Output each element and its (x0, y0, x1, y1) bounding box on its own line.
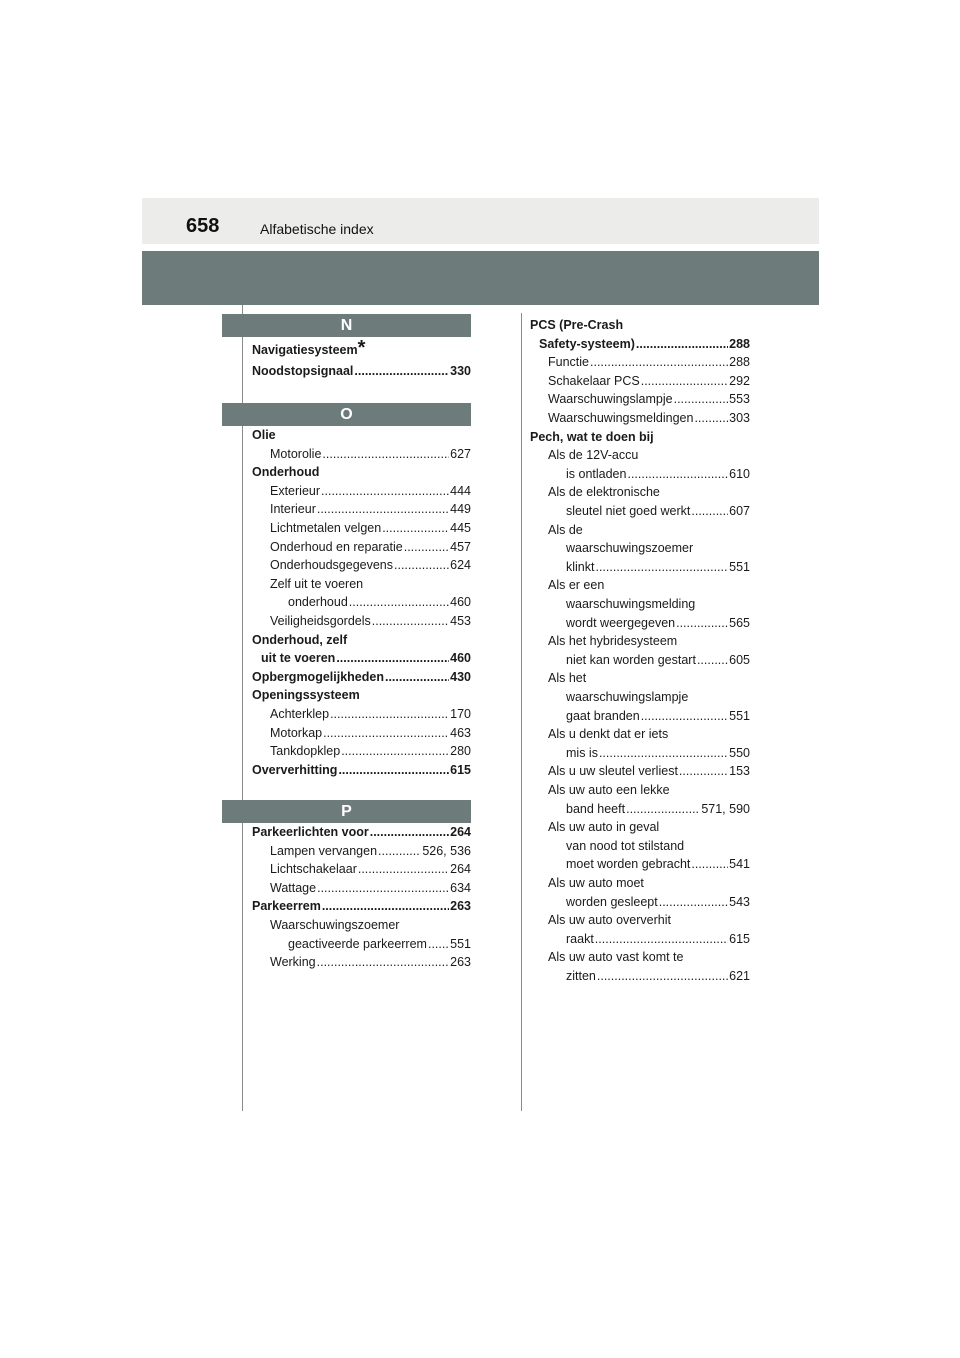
index-entry (252, 577, 471, 596)
entry-term: Functie (548, 355, 589, 370)
entry-term: Als u denkt dat er iets (548, 727, 669, 742)
section-header-p (222, 800, 471, 823)
entry-term: Zelf uit te voeren (270, 576, 364, 591)
index-entry (530, 448, 750, 467)
entry-term: waarschuwingsmelding (566, 597, 696, 611)
index-entry (530, 913, 750, 932)
entry-term: Als uw auto een lekke (548, 783, 670, 797)
entry-term: Motorolie (270, 446, 322, 461)
index-entry (252, 595, 471, 614)
index-entry (252, 899, 471, 918)
dot-leader (404, 540, 449, 554)
index-entry (252, 744, 471, 763)
dot-leader (370, 825, 449, 839)
entry-page-number: 526, 536 (422, 843, 471, 858)
index-entry (252, 428, 471, 447)
index-entry (252, 614, 471, 633)
index-entry (252, 447, 471, 466)
entry-term: waarschuwingszoemer (566, 541, 694, 556)
dot-leader (322, 899, 449, 913)
section-letter: N (340, 316, 353, 334)
entry-page-number: 460 (450, 651, 471, 666)
index-entry (252, 670, 471, 689)
dot-leader (372, 614, 449, 628)
dot-leader (354, 364, 449, 378)
index-entry (530, 820, 750, 839)
index-entry (530, 690, 750, 709)
dot-leader (338, 763, 449, 777)
entry-page-number: 541 (729, 857, 750, 872)
entry-page-number: 445 (450, 521, 471, 535)
index-entry (530, 764, 750, 783)
entry-term: Lichtmetalen velgen (270, 521, 382, 535)
dot-leader (691, 504, 728, 518)
entry-page-number: 453 (450, 614, 471, 628)
index-entry (530, 783, 750, 802)
dot-leader (382, 521, 449, 535)
entry-page-number: 264 (450, 862, 471, 877)
entry-term: Safety-systeem) (539, 336, 635, 351)
index-entry (530, 504, 750, 523)
entry-page-number: 565 (729, 615, 750, 630)
index-entry (252, 955, 471, 974)
entry-page-number: 170 (450, 707, 471, 721)
index-entry (530, 411, 750, 430)
index-entry (252, 633, 471, 652)
entry-page-number: 449 (450, 502, 471, 517)
index-entry (530, 653, 750, 672)
dot-leader (428, 937, 449, 951)
entry-term: Parkeerlichten voor (252, 825, 369, 839)
entry-term: Als de (548, 522, 583, 537)
dot-leader (641, 709, 728, 723)
entry-term: Tankdopklep (270, 744, 341, 759)
entry-term: Wattage (270, 880, 317, 895)
entry-page-number: 444 (450, 483, 471, 498)
entry-term: Achterklep (270, 707, 330, 721)
dot-leader (679, 764, 728, 778)
entry-page-number: 624 (450, 558, 471, 573)
entry-page-number: 551 (729, 559, 750, 574)
entry-term: Exterieur (270, 483, 321, 498)
index-entry (530, 895, 750, 914)
index-entry (530, 318, 750, 337)
index-entry (252, 937, 471, 956)
entry-term: is ontladen (566, 466, 627, 481)
entry-term: Lichtschakelaar (270, 862, 357, 877)
entry-term: Als uw auto in geval (548, 820, 660, 835)
section-letter: O (340, 405, 353, 423)
right-column-rule (521, 313, 522, 1111)
dot-leader (694, 411, 728, 425)
entry-term: niet kan worden gestart (566, 652, 696, 667)
entry-term: Veiligheidsgordels (270, 614, 371, 628)
entry-term: onderhoud (288, 595, 348, 610)
dot-leader (659, 895, 728, 909)
dot-leader (385, 670, 449, 684)
index-entry (530, 839, 750, 858)
entry-page-number: 153 (729, 764, 750, 779)
index-entry (530, 337, 750, 356)
index-entry (252, 844, 471, 863)
index-entry (530, 560, 750, 579)
entry-term: Werking (270, 955, 316, 970)
entry-term: worden gesleept (566, 894, 658, 909)
entry-page-number: 553 (729, 392, 750, 407)
entry-term: Onderhoud (252, 465, 320, 480)
entry-term: Interieur (270, 502, 316, 517)
entry-page-number: 460 (450, 595, 471, 610)
index-entry (252, 521, 471, 540)
index-entry (252, 688, 471, 707)
entry-page-number: 292 (729, 373, 750, 388)
index-entry (530, 727, 750, 746)
index-entry (252, 484, 471, 503)
entry-term: Onderhoud en reparatie (270, 539, 403, 554)
index-entry (530, 523, 750, 542)
entry-term: Als uw auto oververhit (548, 913, 671, 928)
index-entry (530, 430, 750, 449)
dot-leader (697, 653, 728, 667)
entry-term: Navigatiesysteem (252, 343, 358, 357)
entry-term: Als de elektronische (548, 485, 660, 500)
dot-leader (317, 502, 449, 516)
entry-term: Als de 12V-accu (548, 448, 639, 463)
index-entry (530, 355, 750, 374)
index-entry (252, 465, 471, 484)
entry-page-number: 615 (729, 931, 750, 946)
entry-page-number: 288 (729, 355, 750, 370)
index-entry (252, 763, 471, 782)
index-entry (530, 616, 750, 635)
entry-term: mis is (566, 745, 598, 760)
dot-leader (590, 355, 728, 369)
entry-term: moet worden gebracht (566, 857, 691, 872)
index-entry (252, 651, 471, 670)
dot-leader (358, 862, 449, 876)
dot-leader (330, 707, 449, 721)
entry-page-number: 457 (450, 539, 471, 554)
index-entry (252, 707, 471, 726)
entry-term: wordt weergegeven (566, 615, 676, 630)
dot-leader (317, 881, 449, 895)
index-entry (252, 364, 471, 383)
entry-page-number: 263 (450, 955, 471, 970)
index-entry: Navigatiesysteem * (252, 337, 366, 359)
entry-term: band heeft (566, 801, 626, 816)
dot-leader (674, 392, 729, 406)
entry-term: Als het (548, 671, 587, 686)
entry-page-number: 288 (729, 336, 750, 351)
entry-page-number: 263 (450, 899, 471, 914)
index-entry (530, 374, 750, 393)
index-entry (252, 558, 471, 577)
entry-term: Openingssysteem (252, 688, 360, 703)
page-title: Alfabetische index (260, 221, 374, 237)
page-number: 658 (186, 215, 220, 237)
entry-term: zitten (566, 969, 596, 983)
entry-page-number: 615 (450, 762, 471, 777)
entry-term: Schakelaar PCS (548, 373, 640, 388)
entry-page-number: 280 (450, 744, 471, 759)
entry-term: klinkt (566, 559, 595, 574)
entry-term: PCS (Pre-Crash (530, 318, 624, 332)
index-entry (252, 825, 471, 844)
dot-leader (317, 955, 450, 969)
entry-term: Waarschuwingszoemer (270, 918, 400, 932)
dot-leader (595, 932, 728, 946)
entry-page-number: 543 (729, 894, 750, 909)
dot-leader (321, 484, 449, 498)
entry-term: sleutel niet goed werkt (566, 504, 691, 518)
entry-term: uit te voeren (261, 651, 336, 666)
entry-page-number: 607 (729, 504, 750, 518)
entry-page-number: 463 (450, 725, 471, 740)
index-entry (252, 502, 471, 521)
section-header-n (222, 314, 471, 337)
entry-page-number: 551 (450, 936, 471, 951)
dot-leader (595, 560, 728, 574)
dot-leader (394, 558, 449, 572)
index-entry (530, 876, 750, 895)
entry-term: Onderhoud, zelf (252, 632, 348, 647)
dot-leader (322, 447, 449, 461)
entry-page-number: 330 (450, 363, 471, 378)
dot-leader (341, 744, 449, 758)
dot-leader (599, 746, 728, 760)
index-entry (530, 671, 750, 690)
entry-term: Parkeerrem (252, 899, 321, 914)
entry-page-number: 303 (729, 411, 750, 425)
index-entry (530, 969, 750, 988)
dot-leader (349, 595, 449, 609)
entry-page-number: 264 (450, 825, 471, 839)
entry-page-number: 571, 590 (701, 801, 750, 816)
entry-page-number: 610 (729, 466, 750, 481)
dot-leader (676, 616, 728, 630)
entry-term: Als het hybridesysteem (548, 634, 678, 649)
index-entry (530, 578, 750, 597)
index-entry (530, 709, 750, 728)
index-entry (530, 802, 750, 821)
index-entry (530, 392, 750, 411)
entry-term: Onderhoudsgegevens (270, 558, 394, 573)
entry-term: Als u uw sleutel verliest (548, 764, 678, 779)
index-entry (252, 540, 471, 559)
dot-leader (323, 726, 449, 740)
entry-term: Opbergmogelijkheden (252, 669, 384, 684)
dot-leader (378, 844, 421, 858)
dot-leader (636, 337, 728, 351)
entry-term: gaat branden (566, 708, 640, 723)
entry-term: Olie (252, 428, 276, 442)
entry-term: Motorkap (270, 725, 323, 740)
entry-term: Lampen vervangen (270, 843, 378, 858)
entry-page-number: 621 (729, 969, 750, 983)
index-entry (530, 634, 750, 653)
entry-page-number: 550 (729, 745, 750, 760)
header-band (142, 251, 819, 305)
entry-term: Waarschuwingslampje (548, 392, 673, 407)
index-entry (530, 597, 750, 616)
entry-term: Als uw auto moet (548, 876, 644, 890)
index-entry (530, 932, 750, 951)
index-entry (530, 541, 750, 560)
dot-leader (691, 857, 728, 871)
dot-leader (597, 969, 728, 983)
entry-page-number: 551 (729, 708, 750, 723)
page-header (142, 198, 819, 244)
dot-leader (641, 374, 728, 388)
index-entry (530, 467, 750, 486)
entry-term: Waarschuwingsmeldingen (548, 411, 694, 425)
dot-leader (626, 802, 700, 816)
index-entry (252, 862, 471, 881)
entry-term: Noodstopsignaal (252, 363, 354, 378)
index-entry (530, 950, 750, 969)
entry-term: Als uw auto vast komt te (548, 950, 684, 965)
entry-page-number: 634 (450, 880, 471, 895)
entry-term: waarschuwingslampje (566, 690, 689, 704)
entry-term: raakt (566, 931, 594, 946)
entry-term: geactiveerde parkeerrem (288, 936, 427, 951)
entry-term: Pech, wat te doen bij (530, 429, 654, 444)
entry-term: Oververhitting (252, 762, 338, 777)
dot-leader (627, 467, 728, 481)
index-entry (252, 881, 471, 900)
dot-leader (336, 651, 449, 665)
index-entry (252, 918, 471, 937)
section-header-o (222, 403, 471, 426)
index-entry (530, 746, 750, 765)
index-entry (252, 726, 471, 745)
entry-page-number: 605 (729, 652, 750, 667)
section-letter: P (341, 802, 352, 820)
index-entry (530, 485, 750, 504)
entry-term: Als er een (548, 578, 605, 593)
entry-page-number: 627 (450, 446, 471, 461)
index-entry (530, 857, 750, 876)
entry-term: van nood tot stilstand (566, 838, 685, 853)
entry-page-number: 430 (450, 669, 471, 684)
